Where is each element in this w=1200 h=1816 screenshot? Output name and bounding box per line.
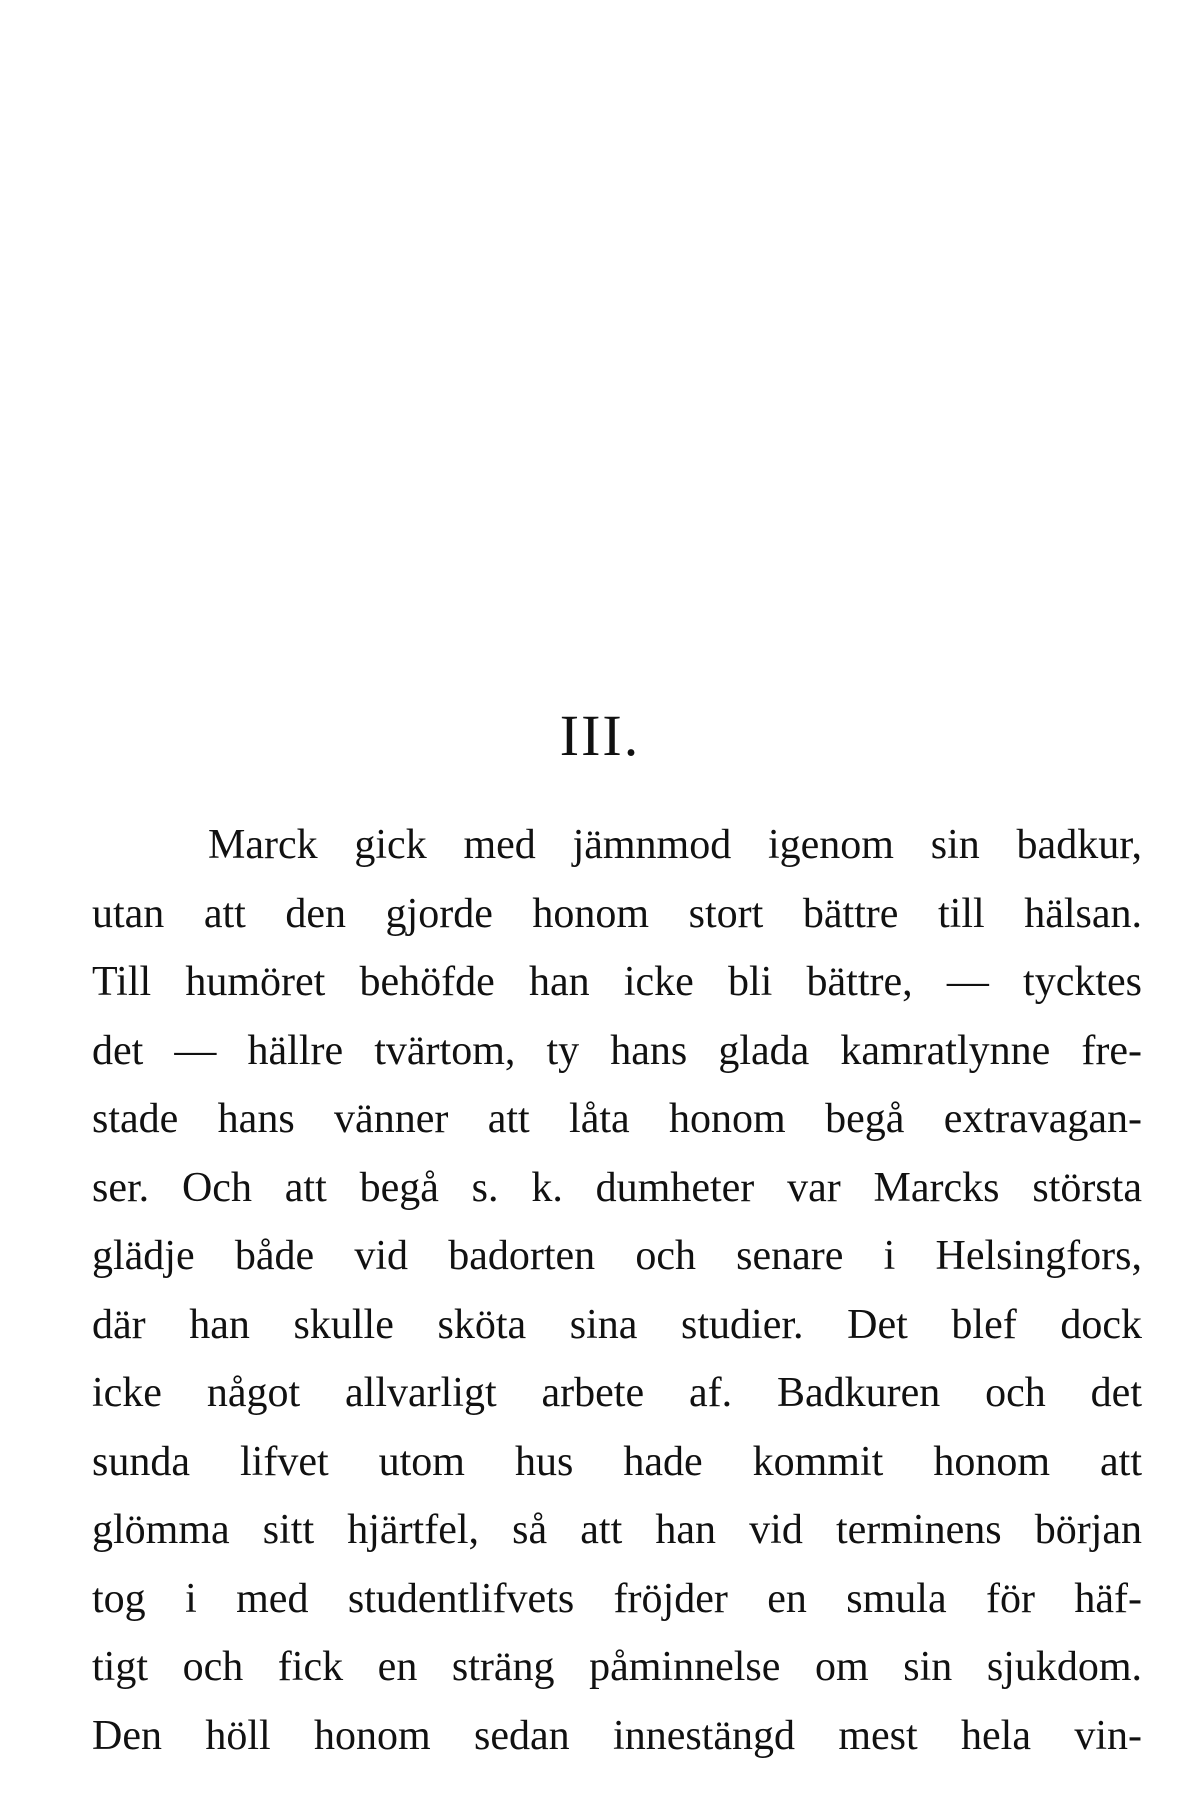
text-line: sunda lifvet utom hus hade kommit honom att bbox=[92, 1438, 1142, 1485]
text-line: icke något allvarligt arbete af. Badkuren och det bbox=[92, 1370, 1142, 1416]
text-line: där han skulle sköta sina studier. Det blef dock bbox=[92, 1301, 1142, 1348]
text-line: glädje både vid badorten och senare i Helsingfors, bbox=[92, 1233, 1142, 1279]
text-line: det — hällre tvärtom, ty hans glada kamratlynne fre- bbox=[92, 1027, 1142, 1074]
text-line: tigt och fick en sträng påminnelse om sin sjukdom. bbox=[92, 1644, 1142, 1690]
text-line: glömma sitt hjärtfel, så att han vid terminens början bbox=[92, 1507, 1142, 1553]
chapter-heading: III. bbox=[559, 703, 641, 768]
text-line: ser. Och att begå s. k. dumheter var Marcks största bbox=[92, 1164, 1142, 1211]
text-line: stade hans vänner att låta honom begå extravagan- bbox=[92, 1096, 1142, 1142]
text-line: utan att den gjorde honom stort bättre till hälsan. bbox=[92, 890, 1142, 937]
text-line: tog i med studentlifvets fröjder en smula för häf- bbox=[92, 1575, 1142, 1622]
text-line: Den höll honom sedan innestängd mest hela vin- bbox=[92, 1712, 1142, 1759]
paragraph bbox=[92, 811, 1142, 1770]
text-line: Till humöret behöfde han icke bli bättre, — tycktes bbox=[92, 959, 1142, 1005]
text-line: Marck gick med jämnmod igenom sin badkur, bbox=[208, 822, 1142, 868]
